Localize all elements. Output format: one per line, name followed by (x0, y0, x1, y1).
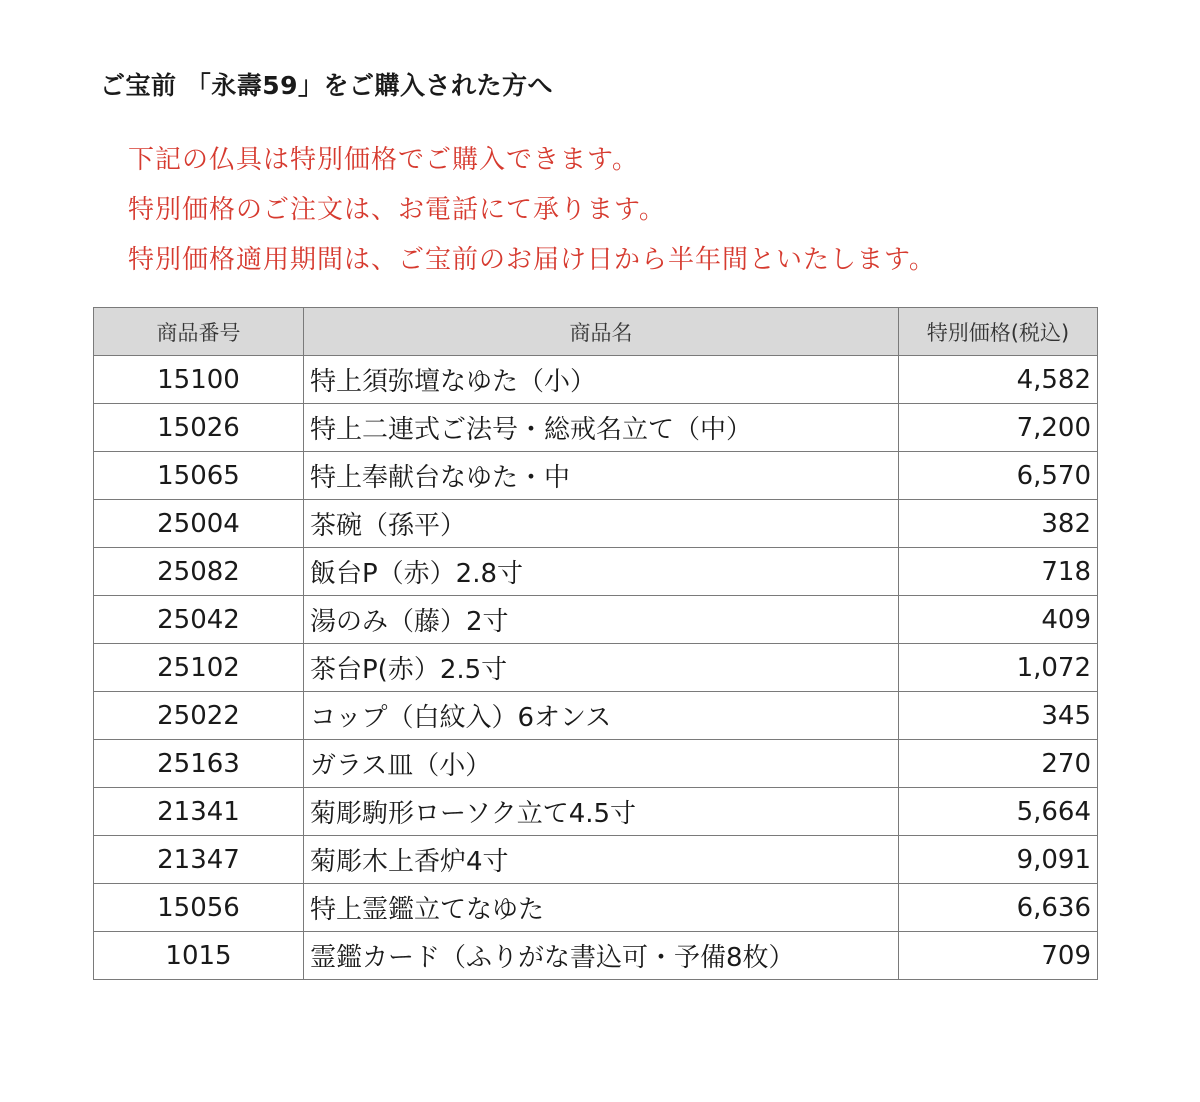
table-row (94, 884, 1098, 932)
product-name: 茶碗（孫平） (304, 500, 899, 548)
notice-line: 特別価格適用期間は、ご宝前のお届け日から半年間といたします。 (128, 245, 936, 275)
header-product-code: 商品番号 (94, 308, 304, 356)
product-code: 15065 (94, 452, 304, 500)
product-code: 15056 (94, 884, 304, 932)
product-name: ガラス皿（小） (304, 740, 899, 788)
product-code: 15026 (94, 404, 304, 452)
product-price: 5,664 (899, 788, 1098, 836)
product-code: 15100 (94, 356, 304, 404)
table-row (94, 644, 1098, 692)
product-code: 1015 (94, 932, 304, 980)
product-name: コップ（白紋入）6オンス (304, 692, 899, 740)
product-code: 25004 (94, 500, 304, 548)
product-name: 菊彫駒形ローソク立て4.5寸 (304, 788, 899, 836)
product-price: 6,570 (899, 452, 1098, 500)
product-price: 382 (899, 500, 1098, 548)
product-name: 特上霊鑑立てなゆた (304, 884, 899, 932)
product-price: 709 (899, 932, 1098, 980)
product-price: 1,072 (899, 644, 1098, 692)
product-code: 25022 (94, 692, 304, 740)
table-row (94, 740, 1098, 788)
header-product-name: 商品名 (304, 308, 899, 356)
product-price: 718 (899, 548, 1098, 596)
table-header-row (94, 308, 1098, 356)
product-name: 菊彫木上香炉4寸 (304, 836, 899, 884)
product-name: 霊鑑カード（ふりがな書込可・予備8枚） (304, 932, 899, 980)
product-price: 409 (899, 596, 1098, 644)
product-code: 21347 (94, 836, 304, 884)
table-row (94, 548, 1098, 596)
product-price: 4,582 (899, 356, 1098, 404)
table-row (94, 932, 1098, 980)
product-code: 25163 (94, 740, 304, 788)
table-row (94, 452, 1098, 500)
table-row (94, 836, 1098, 884)
product-price: 270 (899, 740, 1098, 788)
product-name: 特上奉献台なゆた・中 (304, 452, 899, 500)
product-code: 25102 (94, 644, 304, 692)
notice-block (128, 138, 936, 288)
table-row (94, 788, 1098, 836)
product-name: 飯台P（赤）2.8寸 (304, 548, 899, 596)
product-code: 25042 (94, 596, 304, 644)
notice-line: 下記の仏具は特別価格でご購入できます。 (128, 145, 639, 175)
table-row (94, 596, 1098, 644)
product-name: 特上須弥壇なゆた（小） (304, 356, 899, 404)
product-price: 6,636 (899, 884, 1098, 932)
notice-line: 特別価格のご注文は、お電話にて承ります。 (128, 195, 666, 225)
table-row (94, 356, 1098, 404)
table-row (94, 404, 1098, 452)
product-name: 茶台P(赤）2.5寸 (304, 644, 899, 692)
header-special-price: 特別価格(税込) (899, 308, 1098, 356)
product-name: 特上二連式ご法号・総戒名立て（中） (304, 404, 899, 452)
product-code: 21341 (94, 788, 304, 836)
table-row (94, 500, 1098, 548)
product-price: 345 (899, 692, 1098, 740)
product-code: 25082 (94, 548, 304, 596)
product-price: 7,200 (899, 404, 1098, 452)
product-price: 9,091 (899, 836, 1098, 884)
table-row (94, 692, 1098, 740)
page-heading: ご宝前 「永壽59」をご購入された方へ (100, 71, 553, 100)
product-name: 湯のみ（藤）2寸 (304, 596, 899, 644)
product-price-table (93, 307, 1098, 980)
